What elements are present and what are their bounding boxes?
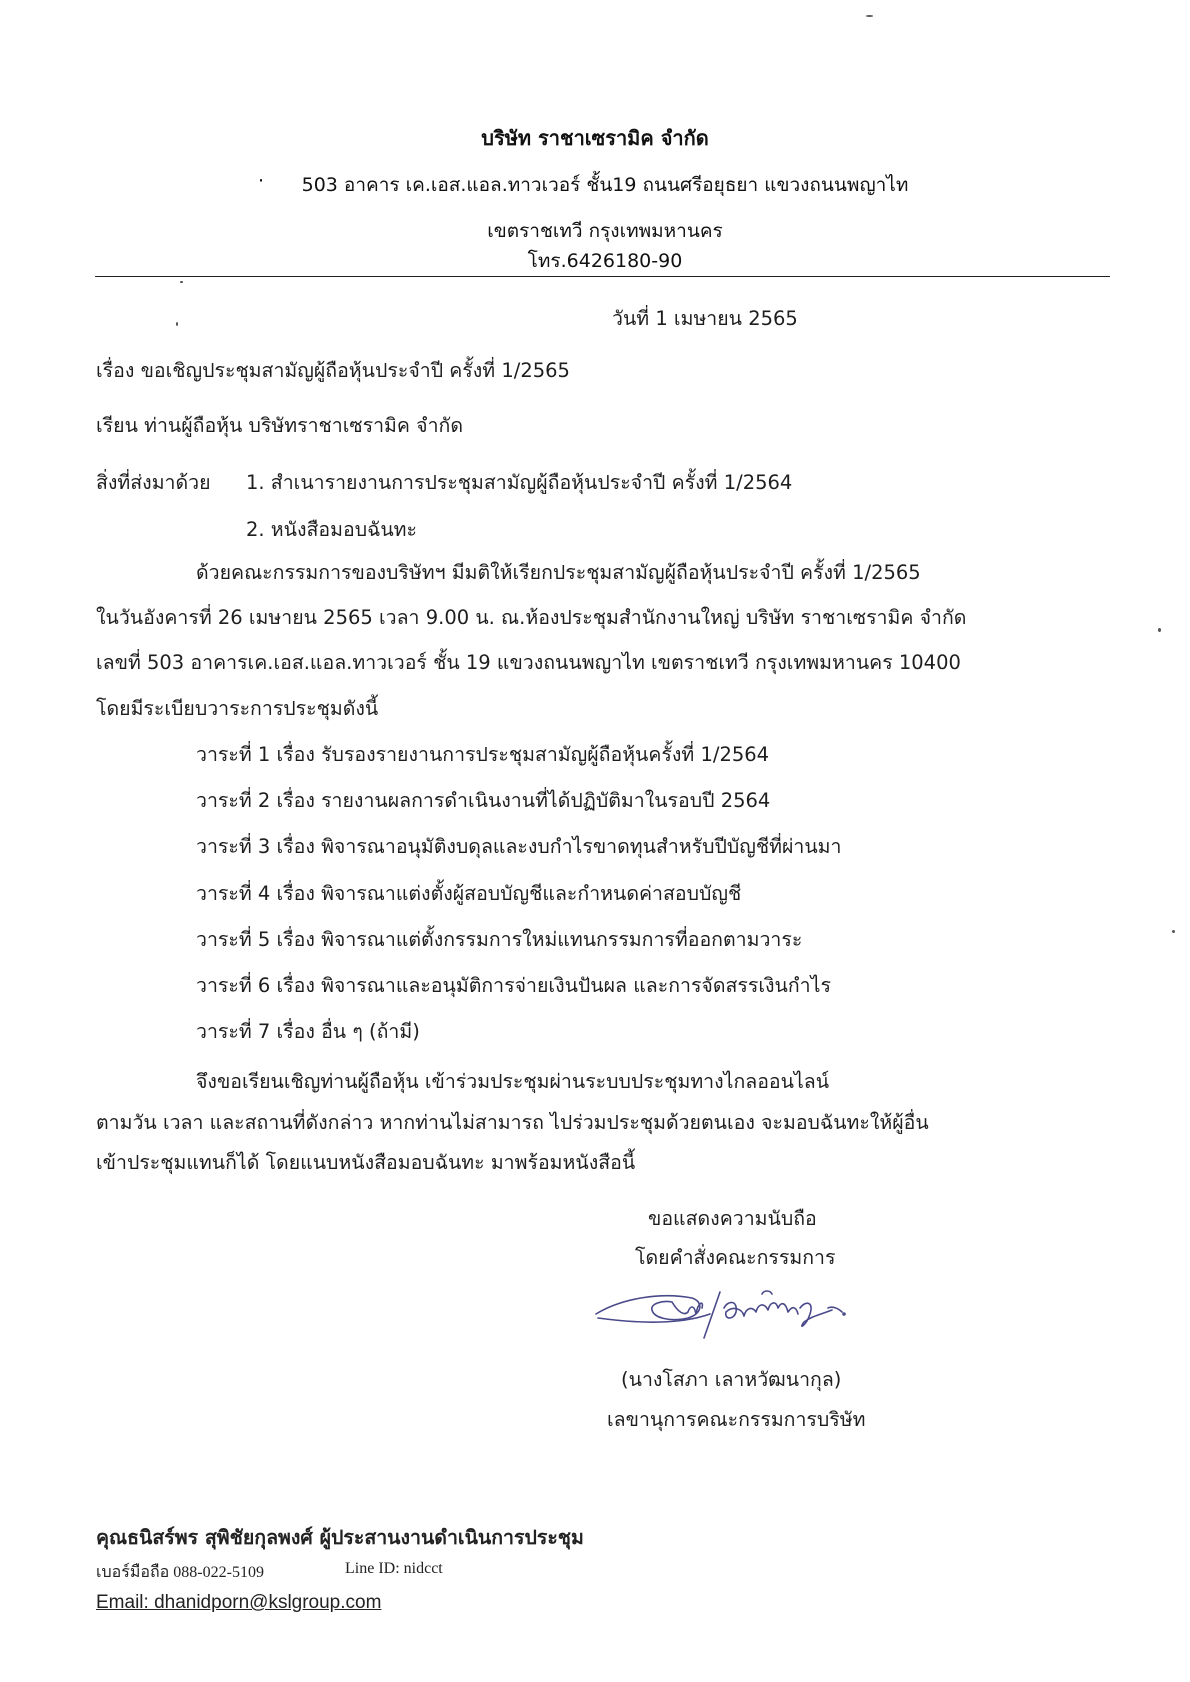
signer-name: (นางโสภา เลาหวัฒนากุล)	[621, 1368, 842, 1391]
header-divider	[95, 276, 1110, 277]
contact-line-id: Line ID: nidcct	[345, 1560, 443, 1577]
contact-email[interactable]: Email: dhanidporn@kslgroup.com	[96, 1592, 382, 1613]
phone-number: โทร.6426180-90	[527, 250, 683, 272]
agenda-item: วาระที่ 7 เรื่อง อื่น ๆ (ถ้ามี)	[196, 1020, 420, 1043]
address-bullet: ·	[258, 170, 265, 192]
enclosure-item: 1. สำเนารายงานการประชุมสามัญผู้ถือหุ้นประจำปี ครั้งที่ 1/2564	[246, 471, 793, 494]
agenda-item: วาระที่ 4 เรื่อง พิจารณาแต่งตั้งผู้สอบบัญชีและกำหนดค่าสอบบัญชี	[196, 882, 742, 905]
agenda-item: วาระที่ 2 เรื่อง รายงานผลการดำเนินงานที่ได้ปฏิบัติมาในรอบปี 2564	[196, 789, 771, 812]
agenda-item: วาระที่ 5 เรื่อง พิจารณาแต่ตั้งกรรมการใหม่แทนกรรมการที่ออกตามวาระ	[196, 928, 803, 951]
paragraph-line: โดยมีระเบียบวาระการประชุมดังนี้	[96, 697, 379, 720]
scan-speck	[176, 322, 178, 326]
paragraph-line: เลขที่ 503 อาคารเค.เอส.แอล.ทาวเวอร์ ชั้น 19 แขวงถนนพญาไท เขตราชเทวี กรุงเทพมหานคร 10400	[96, 651, 961, 674]
salutation-line: เรียน ท่านผู้ถือหุ้น บริษัทราชาเซรามิค จำกัด	[96, 414, 463, 437]
paragraph-line: ตามวัน เวลา และสถานที่ดังกล่าว หากท่านไม่สามารถ ไปร่วมประชุมด้วยตนเอง จะมอบฉันทะให้ผู้อื่น	[96, 1111, 929, 1134]
subject-line: เรื่อง ขอเชิญประชุมสามัญผู้ถือหุ้นประจำปี ครั้งที่ 1/2565	[96, 359, 570, 382]
enclosures-label: สิ่งที่ส่งมาด้วย	[96, 471, 211, 494]
paragraph-line: ในวันอังคารที่ 26 เมษายน 2565 เวลา 9.00 น. ณ.ห้องประชุมสำนักงานใหญ่ บริษัท ราชาเซรามิค จำกัด	[96, 606, 967, 629]
handwritten-signature	[592, 1278, 892, 1348]
paragraph-line: ด้วยคณะกรรมการของบริษัทฯ มีมติให้เรียกประชุมสามัญผู้ถือหุ้นประจำปี ครั้งที่ 1/2565	[196, 561, 921, 584]
agenda-item: วาระที่ 3 เรื่อง พิจารณาอนุมัติงบดุลและงบกำไรขาดทุนสำหรับปีบัญชีที่ผ่านมา	[196, 835, 842, 858]
address-line-1: 503 อาคาร เค.เอส.แอล.ทาวเวอร์ ชั้น19 ถนนศรีอยุธยา แขวงถนนพญาไท	[301, 174, 909, 196]
address-line-2: เขตราชเทวี กรุงเทพมหานคร	[487, 220, 723, 242]
scan-speck	[1158, 628, 1161, 632]
enclosure-item: 2. หนังสือมอบฉันทะ	[246, 518, 418, 541]
signer-title: เลขานุการคณะกรรมการบริษัท	[607, 1408, 866, 1431]
agenda-item: วาระที่ 1 เรื่อง รับรองรายงานการประชุมสามัญผู้ถือหุ้นครั้งที่ 1/2564	[196, 743, 770, 766]
closing-regards: ขอแสดงความนับถือ	[648, 1207, 817, 1230]
contact-mobile: เบอร์มือถือ 088-022-5109	[96, 1564, 264, 1581]
scan-speck	[1172, 930, 1175, 933]
agenda-item: วาระที่ 6 เรื่อง พิจารณาและอนุมัติการจ่ายเงินปันผล และการจัดสรรเงินกำไร	[196, 974, 831, 997]
closing-by-order: โดยคำสั่งคณะกรรมการ	[635, 1246, 836, 1269]
letter-date: วันที่ 1 เมษายน 2565	[612, 307, 798, 330]
company-name: บริษัท ราชาเซรามิค จำกัด	[481, 126, 709, 150]
paragraph-line: จึงขอเรียนเชิญท่านผู้ถือหุ้น เข้าร่วมประชุมผ่านระบบประชุมทางไกลออนไลน์	[196, 1070, 830, 1093]
paragraph-line: เข้าประชุมแทนก็ได้ โดยแนบหนังสือมอบฉันทะ มาพร้อมหนังสือนี้	[96, 1151, 636, 1174]
scan-speck	[180, 281, 183, 283]
scan-speck	[866, 15, 873, 17]
contact-person: คุณธนิสร์พร สุพิชัยกุลพงศ์ ผู้ประสานงานดำเนินการประชุม	[96, 1526, 584, 1549]
